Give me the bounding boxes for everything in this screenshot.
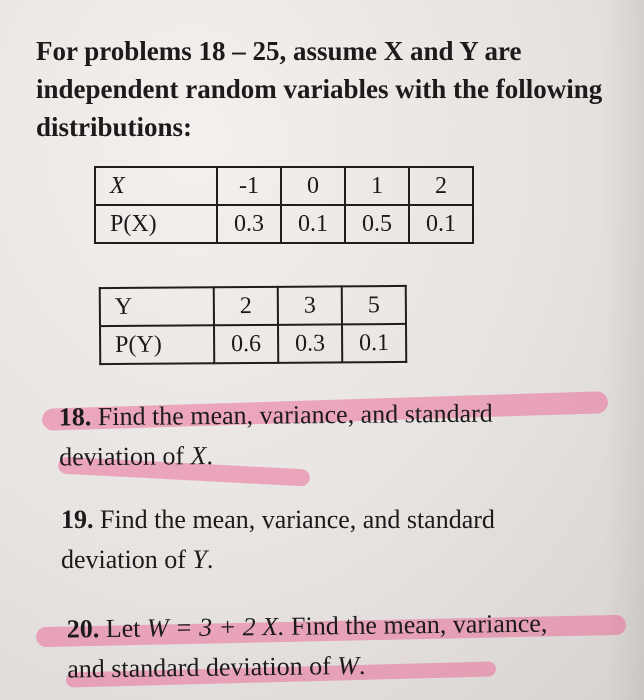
table-x-prob-row	[95, 205, 473, 243]
problem-19	[61, 500, 621, 580]
table-x-value-cell: -1	[217, 167, 281, 205]
table-x-values-row	[95, 167, 473, 205]
problem-text: Find the mean, variance, and standard	[100, 505, 495, 534]
table-y-value-cell: 3	[278, 286, 342, 324]
variable-label: X	[190, 441, 207, 471]
table-x-value-cell: 1	[345, 167, 409, 205]
table-x-value-cell: 0	[281, 167, 345, 205]
variable-label: Y	[192, 545, 207, 574]
problem-20-line1	[67, 602, 642, 649]
problem-number: 20.	[66, 614, 100, 644]
table-x-prob-cell: 0.1	[281, 205, 345, 243]
problem-text: .	[206, 545, 214, 574]
problem-20-line2	[67, 642, 642, 689]
table-y-variable-cell: Y	[100, 287, 214, 326]
problem-19-line1	[61, 500, 621, 540]
formula: W = 3 + 2 X.	[146, 611, 285, 643]
table-y-value-cell: 2	[214, 287, 278, 325]
table-y-prob-row	[100, 324, 406, 364]
problem-19-line2	[61, 540, 621, 580]
intro-paragraph: For problems 18 – 25, assume X and Y are independent random variables with the following distributions:	[36, 36, 603, 142]
table-x-value-cell: 2	[409, 167, 473, 205]
variable-label: X	[110, 172, 125, 199]
table-y-prob-cell: 0.3	[278, 324, 342, 362]
table-y-values-row	[100, 286, 406, 326]
problem-text: deviation of	[61, 545, 193, 574]
distribution-table-y	[99, 285, 408, 365]
variable-label: W	[337, 650, 360, 681]
problem-18-line2	[59, 433, 619, 478]
problem-text: and standard deviation of	[67, 651, 338, 684]
table-y-prob-label-cell: P(Y)	[100, 325, 214, 364]
problem-text: Find the mean, variance,	[284, 608, 548, 641]
table-y-prob-cell: 0.1	[342, 324, 406, 362]
table-x-prob-cell: 0.1	[409, 205, 473, 243]
table-y-prob-cell: 0.6	[214, 325, 278, 363]
problem-text: .	[358, 650, 366, 680]
problem-text: deviation of	[59, 441, 191, 472]
problem-18-line1	[59, 393, 619, 438]
table-x-variable-cell	[95, 167, 217, 205]
problem-text: Let	[105, 613, 148, 644]
table-x-prob-cell: 0.5	[345, 205, 409, 243]
problem-number: 18.	[58, 402, 92, 432]
distribution-table-x	[94, 166, 474, 244]
table-x-prob-label-cell: P(X)	[95, 205, 217, 243]
problem-text: .	[206, 441, 214, 471]
table-x-prob-cell: 0.3	[217, 205, 281, 243]
problem-number: 19.	[61, 505, 94, 534]
problem-20	[67, 602, 643, 689]
problem-text: Find the mean, variance, and standard	[97, 398, 493, 432]
table-y-value-cell: 5	[342, 286, 406, 324]
problem-18	[59, 393, 620, 478]
